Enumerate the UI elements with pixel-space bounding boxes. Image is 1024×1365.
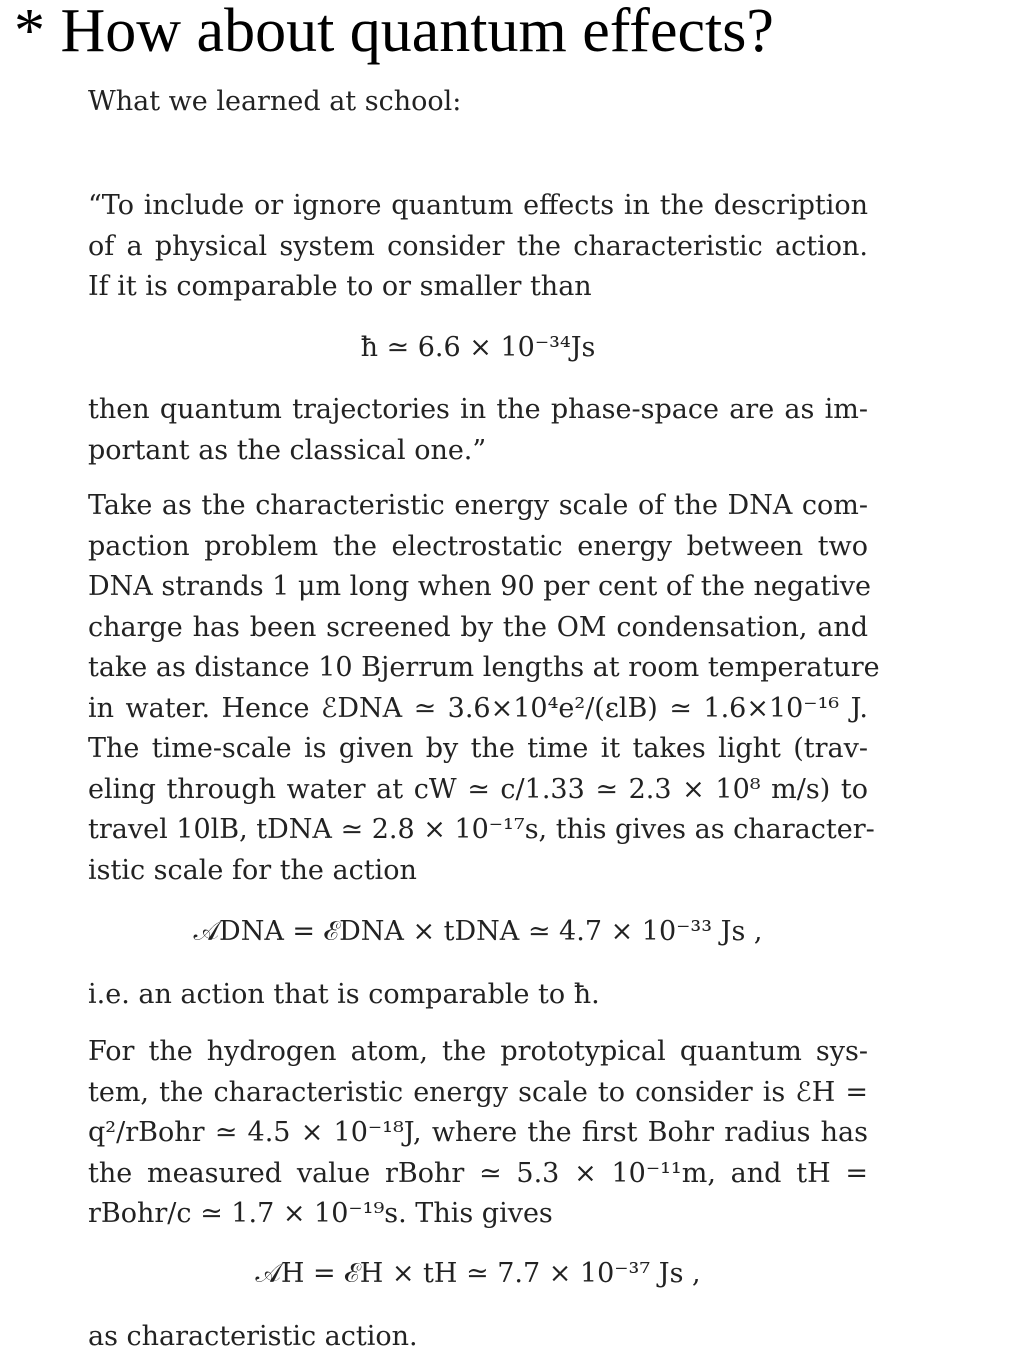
planck-equation: ħ ≃ 6.6 × 10⁻³⁴Js	[360, 332, 596, 363]
hydrogen-conclusion	[88, 1317, 868, 1358]
subtitle: What we learned at school:	[88, 86, 462, 117]
text-line: Take as the characteristic energy scale of the DNA com-	[88, 490, 868, 521]
text-line: “To include or ignore quantum effects in the description	[88, 190, 868, 221]
quote-paragraph	[88, 186, 868, 308]
hydrogen-paragraph	[88, 1032, 868, 1235]
text-line: rBohr/c ≃ 1.7 × 10⁻¹⁹s. This gives	[88, 1198, 553, 1229]
slide-title: * How about quantum effects?	[14, 0, 774, 65]
text-line: in water. Hence ℰDNA ≃ 3.6×10⁴e²/(εlB) ≃ 1.6×10⁻¹⁶ J.	[88, 692, 868, 724]
text-line: If it is comparable to or smaller than	[88, 271, 592, 302]
text-line: i.e. an action that is comparable to ħ.	[88, 979, 600, 1010]
hydrogen-action-equation: 𝒜H = ℰH × tH ≃ 7.7 × 10⁻³⁷ Js ,	[255, 1258, 701, 1289]
text-line: tem, the characteristic energy scale to consider is ℰH =	[88, 1076, 868, 1108]
text-line: the measured value rBohr ≃ 5.3 × 10⁻¹¹m, and tH =	[88, 1157, 868, 1189]
dna-paragraph	[88, 486, 880, 891]
text-line: paction problem the electrostatic energy between two	[88, 530, 868, 562]
dna-action-equation: 𝒜DNA = ℰDNA × tDNA ≃ 4.7 × 10⁻³³ Js ,	[193, 916, 763, 947]
text-line: travel 10lB, tDNA ≃ 2.8 × 10⁻¹⁷s, this gives as character-	[88, 814, 875, 845]
text-line: then quantum trajectories in the phase-space are as im-	[88, 394, 868, 425]
text-line: istic scale for the action	[88, 854, 417, 886]
text-line: For the hydrogen atom, the prototypical quantum sys-	[88, 1036, 868, 1067]
text-line: charge has been screened by the OM condensation, and	[88, 611, 868, 643]
text-line: as characteristic action.	[88, 1321, 418, 1352]
text-line: q²/rBohr ≃ 4.5 × 10⁻¹⁸J, where the first Bohr radius has	[88, 1117, 868, 1148]
text-line: portant as the classical one.”	[88, 434, 487, 466]
text-line: The time-scale is given by the time it takes light (trav-	[88, 733, 868, 764]
text-line: DNA strands 1 μm long when 90 per cent of the negative	[88, 571, 871, 602]
dna-conclusion	[88, 975, 868, 1016]
text-line: eling through water at cW ≃ c/1.33 ≃ 2.3 × 10⁸ m/s) to	[88, 773, 868, 805]
text-line: take as distance 10 Bjerrum lengths at room temperature	[88, 652, 880, 683]
text-line: of a physical system consider the characteristic action.	[88, 230, 868, 262]
quote-continuation	[88, 390, 868, 471]
